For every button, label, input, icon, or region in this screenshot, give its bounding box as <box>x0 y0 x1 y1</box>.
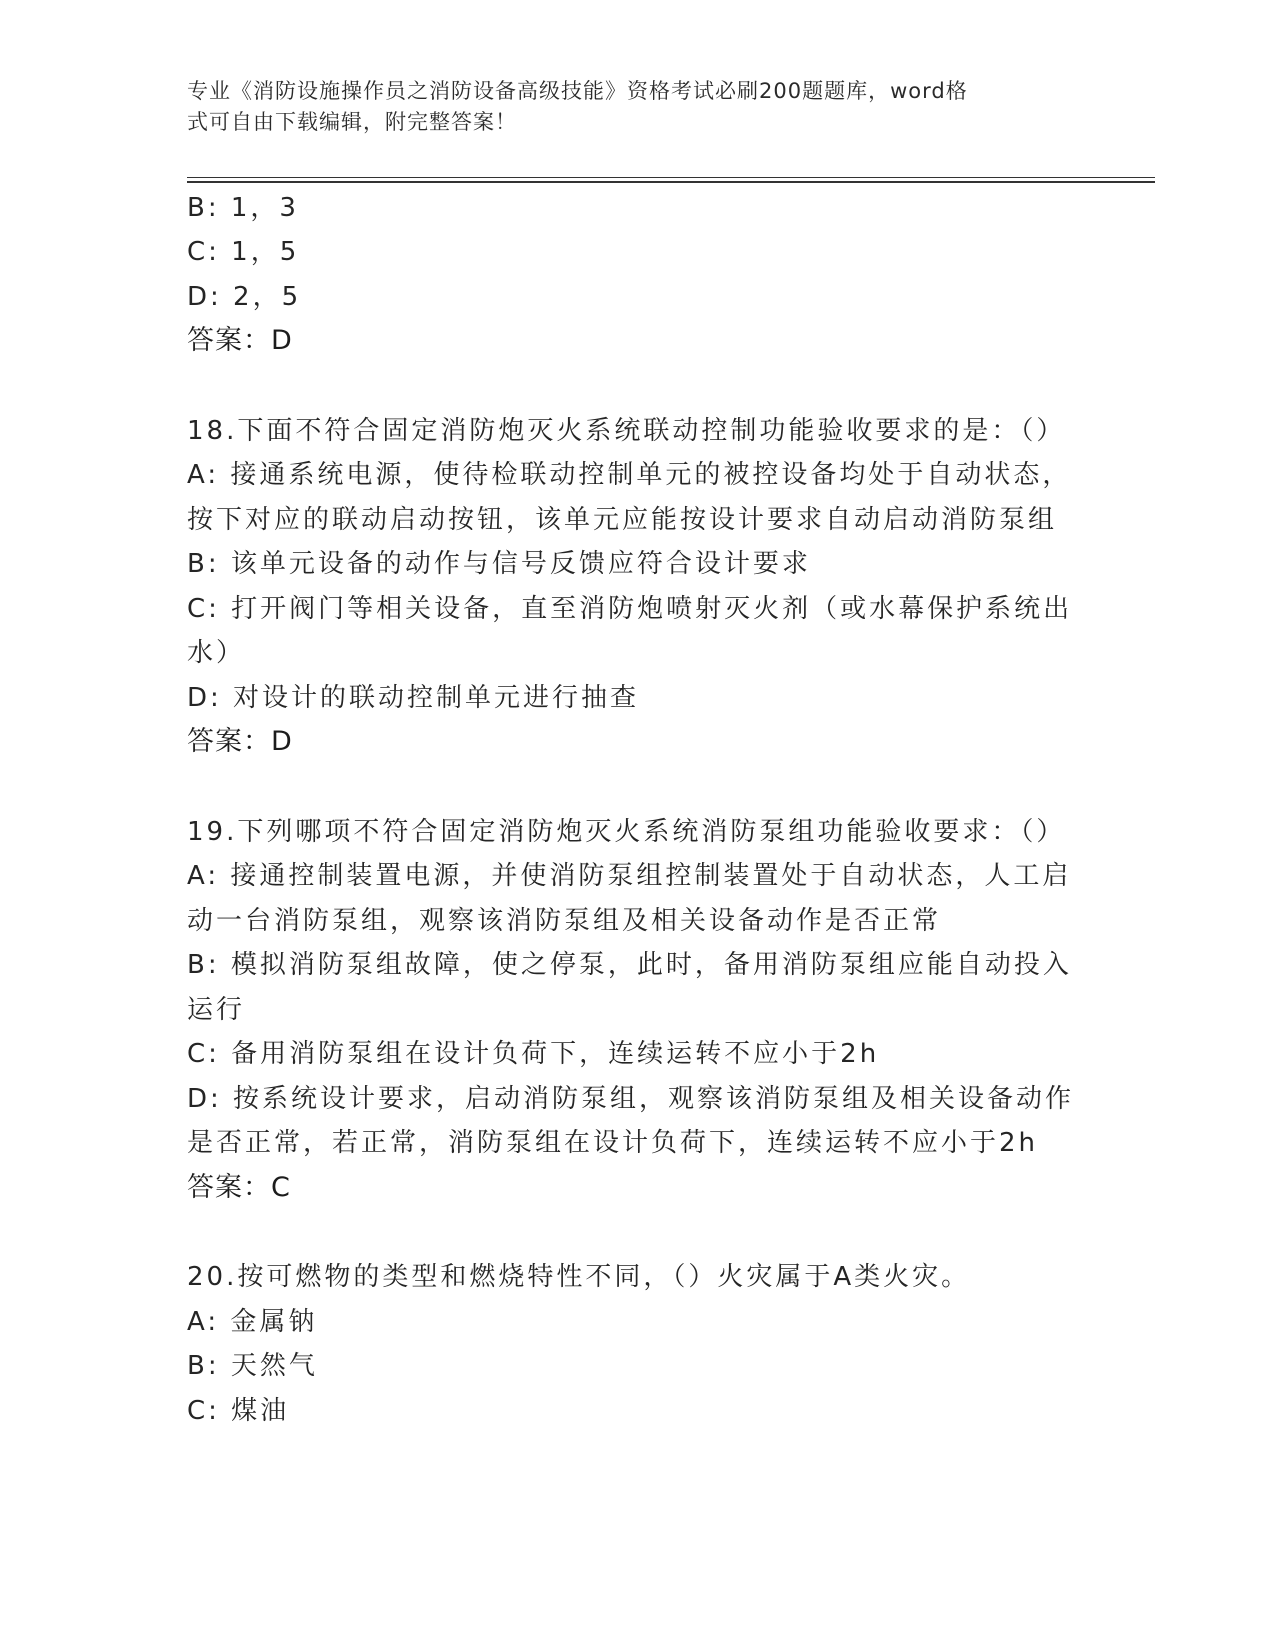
q20-stem: 20.按可燃物的类型和燃烧特性不同，（）火灾属于A类火灾。 <box>187 1262 971 1292</box>
q18-option-d: D: 对设计的联动控制单元进行抽查 <box>187 683 640 713</box>
q18-option-b: B: 该单元设备的动作与信号反馈应符合设计要求 <box>187 549 811 579</box>
q17-option-b: B: 1，3 <box>187 193 299 223</box>
q19-stem: 19.下列哪项不符合固定消防炮灭火系统消防泵组功能验收要求：（） <box>187 817 1066 847</box>
q19-option-c: C: 备用消防泵组在设计负荷下，连续运转不应小于2h <box>187 1039 880 1069</box>
q20-option-b: B: 天然气 <box>187 1351 318 1381</box>
q19-option-a-line1: A: 接通控制装置电源，并使消防泵组控制装置处于自动状态，人工启 <box>187 861 1072 891</box>
q20-option-a: A: 金属钠 <box>187 1307 318 1337</box>
q20-option-c: C: 煤油 <box>187 1396 290 1426</box>
q17-option-d: D: 2，5 <box>187 282 302 312</box>
q18-stem: 18.下面不符合固定消防炮灭火系统联动控制功能验收要求的是：（） <box>187 416 1066 446</box>
q17-option-c: C: 1，5 <box>187 237 300 267</box>
q18-answer: 答案：D <box>187 726 293 757</box>
header-line-1: 专业《消防设施操作员之消防设备高级技能》资格考试必刷200题题库，word格 <box>187 79 968 103</box>
q19-option-b-line1: B: 模拟消防泵组故障，使之停泵，此时，备用消防泵组应能自动投入 <box>187 950 1072 980</box>
q19-option-d-line2: 是否正常，若正常，消防泵组在设计负荷下，连续运转不应小于2h <box>187 1128 1039 1158</box>
page-header <box>187 76 1087 138</box>
header-line-2: 式可自由下载编辑，附完整答案！ <box>187 110 517 134</box>
header-divider-thick <box>187 181 1155 183</box>
q17-answer: 答案：D <box>187 325 293 356</box>
q18-option-c-line2: 水） <box>187 638 246 668</box>
header-divider-thin <box>187 177 1155 178</box>
q19-answer: 答案：C <box>187 1172 291 1203</box>
q19-option-d-line1: D: 按系统设计要求，启动消防泵组，观察该消防泵组及相关设备动作 <box>187 1084 1075 1114</box>
q19-option-b-line2: 运行 <box>187 995 246 1025</box>
q18-option-a-line1: A: 接通系统电源，使待检联动控制单元的被控设备均处于自动状态， <box>187 460 1072 490</box>
q19-option-a-line2: 动一台消防泵组，观察该消防泵组及相关设备动作是否正常 <box>187 906 942 936</box>
q18-option-a-line2: 按下对应的联动启动按钮，该单元应能按设计要求自动启动消防泵组 <box>187 505 1058 535</box>
q18-option-c-line1: C: 打开阀门等相关设备，直至消防炮喷射灭火剂（或水幕保护系统出 <box>187 594 1073 624</box>
